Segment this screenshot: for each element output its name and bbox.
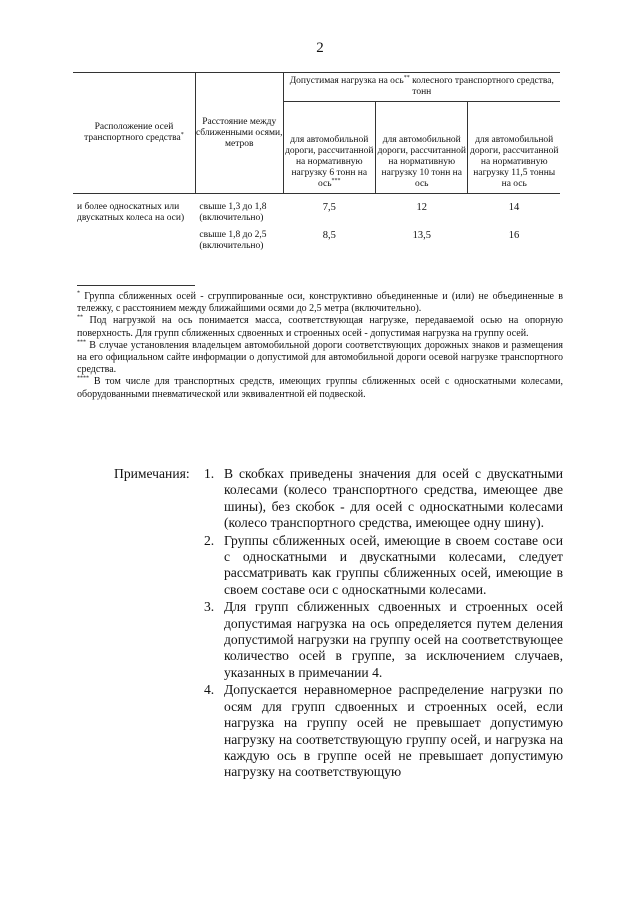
- header-axle-arrangement: Расположение осей транспортного средства*: [84, 122, 184, 143]
- footnote: *** В случае установления владельцем автомобильной дороги соответствующих дорожных знаков и размещения на его официальном сайте информации о допустимой для автомобильной дороги осевой нагрузке транспортного средства.: [77, 339, 563, 376]
- note-item: [204, 532, 566, 599]
- notes-section: [114, 466, 566, 781]
- note-number: 1.: [204, 466, 215, 481]
- value-10t: 12: [416, 202, 427, 213]
- note-item: [204, 682, 566, 780]
- header-road-10t: для автомобильной дороги, рассчитанной на нормативную нагрузку 10 тонн на ось: [376, 102, 468, 194]
- footnotes: [77, 291, 563, 401]
- header-road-6t: для автомобильной дороги, рассчитанной на нормативную нагрузку 6 тонн на ось***: [283, 102, 375, 194]
- footnote-separator: [77, 285, 195, 286]
- footnote: ** Под нагрузкой на ось понимается масса, соответствующая нагрузке, передаваемой осью на опорную поверхность. Для групп сближенных сдвоенных и строенных осей - допустимая нагрузка на группу осей.: [77, 315, 563, 339]
- page-number: 2: [316, 40, 324, 56]
- note-item: [204, 599, 566, 681]
- note-text: Допускается неравномерное распределение нагрузки по осям для групп сдвоенных и строенных осей, если нагрузка на группу осей не превышает допустимую нагрузку на соответствующую группу осей, и нагрузка на каждую ось в группе осей не превышает допустимую нагрузку на соответствующую: [224, 682, 563, 780]
- note-number: 2.: [204, 532, 215, 548]
- row-axle-arrangement: и более односкатных или двускатных колеса на оси): [77, 202, 185, 223]
- axle-load-table: [73, 72, 560, 252]
- header-distance: Расстояние между сближенными осями, метров: [195, 73, 283, 194]
- value-10t: 13,5: [412, 230, 431, 241]
- footnote: * Группа сближенных осей - сгруппированные оси, конструктивно объединенные и (или) не объединенные в тележку, с расстоянием между ближайшими осями до 2,5 метра (включительно).: [77, 290, 563, 315]
- value-11-5t: 16: [508, 230, 520, 241]
- note-number: 3.: [204, 599, 215, 615]
- footnote: **** В том числе для транспортных средств, имеющих группы сближенных осей с односкатными колесами, оборудованными пневматической или эквивалентной ей подвеской.: [77, 376, 563, 400]
- note-number: 4.: [204, 682, 215, 698]
- note-text: Для групп сближенных сдвоенных и строенных осей допустимая нагрузка на ось определяется путем деления допустимой нагрузки на группу осей на соответствующее количество осей в группе, за исключением случаев, указанных в примечании 4.: [224, 599, 563, 680]
- note-item: [204, 466, 566, 532]
- header-permissible-load: Допустимая нагрузка на ось** колесного транспортного средства, тонн: [283, 73, 560, 102]
- table-row: [73, 194, 560, 225]
- value-6t: 7,5: [322, 202, 336, 213]
- row-distance: свыше 1,8 до 2,5 (включительно): [199, 230, 267, 251]
- value-6t: 8,5: [322, 230, 336, 241]
- row-distance: свыше 1,3 до 1,8 (включительно): [199, 202, 267, 223]
- notes-title: Примечания:: [114, 466, 190, 481]
- note-text: Группы сближенных осей, имеющие в своем составе оси с односкатными и двускатными колесами, следует рассматривать как группы сближенных осей, имеющие в своем составе оси с односкатными колесами.: [224, 532, 563, 597]
- value-11-5t: 14: [508, 202, 520, 213]
- note-text: В скобках приведены значения для осей с двускатными колесами (колесо транспортного средства, имеющее две шины), без скобок - для осей с односкатными колесами (колесо транспортного средства, имеющее одну шину).: [224, 466, 563, 531]
- header-road-11-5t: для автомобильной дороги, рассчитанной на нормативную нагрузку 11,5 тонны на ось: [468, 102, 560, 194]
